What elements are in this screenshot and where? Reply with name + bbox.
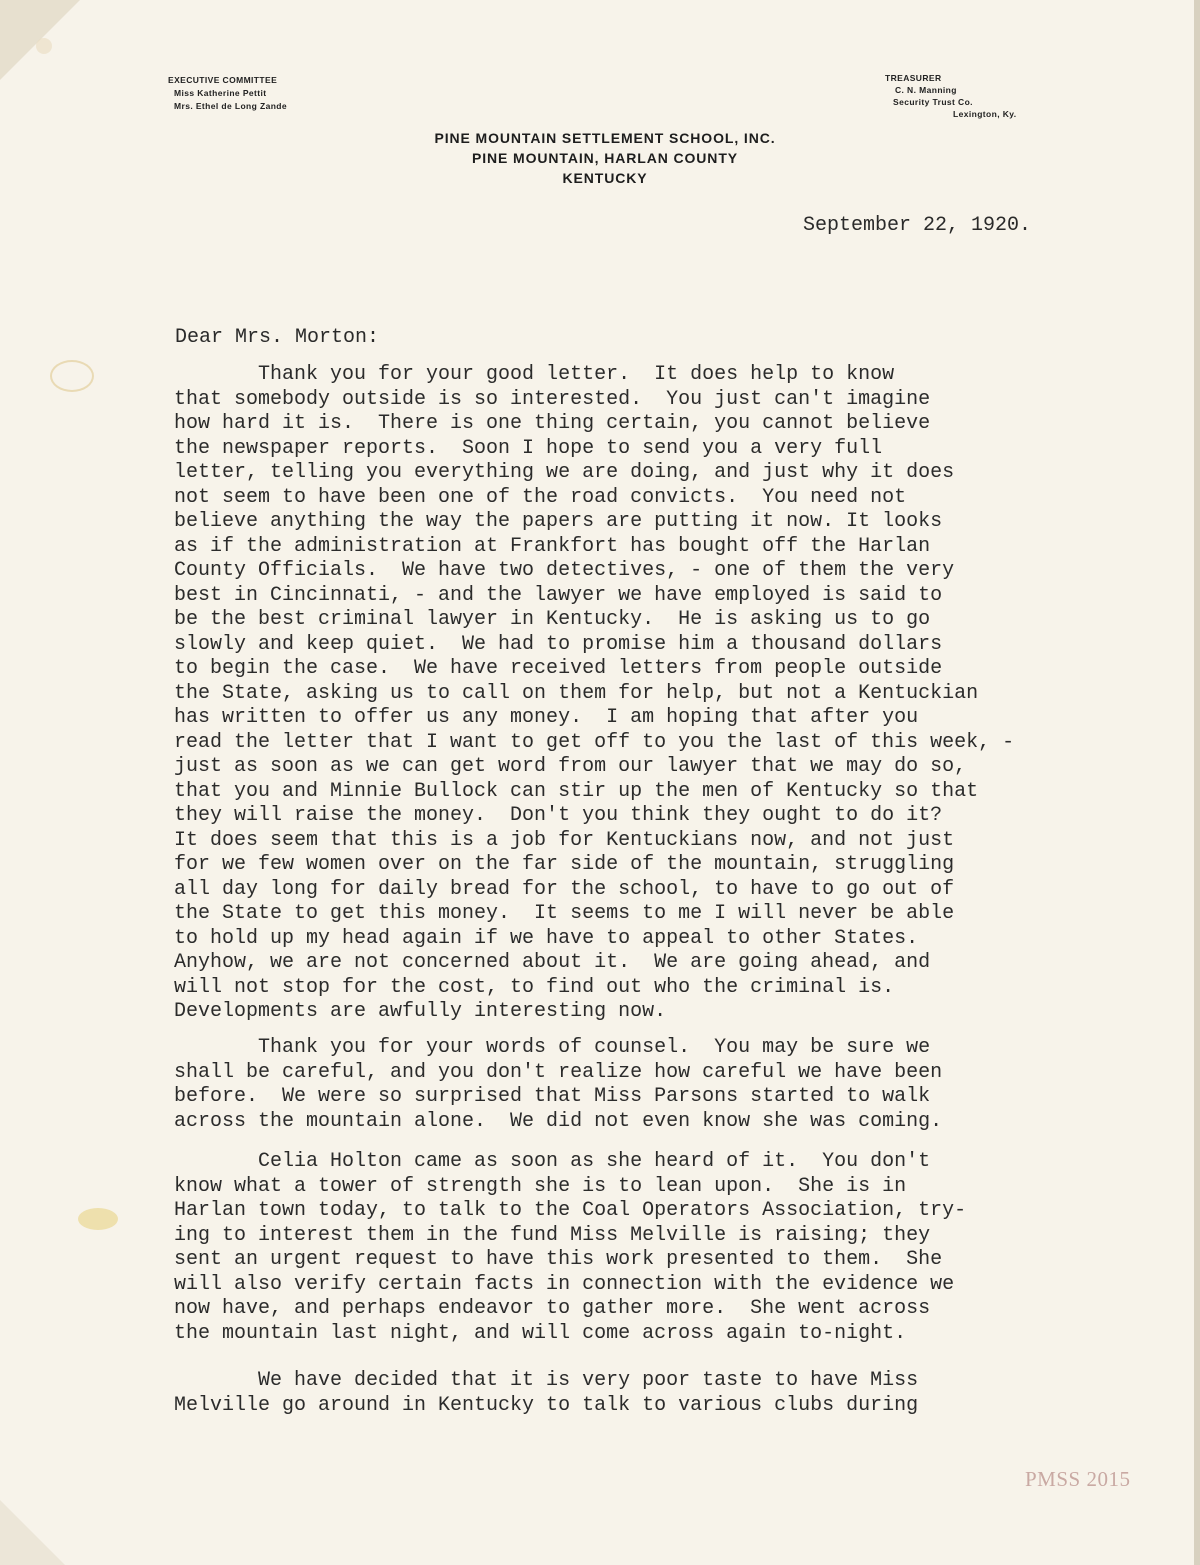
text-line: read the letter that I want to get off to you the last of this week, - xyxy=(174,730,1015,754)
body-paragraph xyxy=(174,1036,1164,1134)
stain-mark xyxy=(78,1208,118,1230)
stain-mark xyxy=(50,360,94,392)
text-line: Developments are awfully interesting now. xyxy=(174,1000,667,1023)
treasurer-block xyxy=(885,72,1017,120)
body-paragraph xyxy=(174,363,1164,1025)
text-line: not seem to have been one of the road convicts. You need not xyxy=(174,485,907,509)
text-line: best in Cincinnati, - and the lawyer we have employed is said to xyxy=(174,583,943,607)
school-line: PINE MOUNTAIN, HARLAN COUNTY xyxy=(471,150,739,166)
text-line: letter, telling you everything we are doing, and just why it does xyxy=(174,461,955,484)
text-line: be the best criminal lawyer in Kentucky. He is asking us to go xyxy=(174,608,931,631)
text-line: to hold up my head again if we have to appeal to other States. xyxy=(174,926,919,950)
text-line: they will raise the money. Don't you think they ought to do it? xyxy=(174,804,943,827)
text-line: County Officials. We have two detectives, - one of them the very xyxy=(174,559,955,582)
archive-stamp: PMSS 2015 xyxy=(1025,1467,1131,1491)
text-line: the State, asking us to call on them for help, but not a Kentuckian xyxy=(174,681,979,705)
committee-member: Miss Katherine Pettit xyxy=(174,88,267,98)
treasurer-title: TREASURER xyxy=(885,73,942,83)
text-line: Anyhow, we are not concerned about it. We are going ahead, and xyxy=(174,951,931,974)
committee-member: Mrs. Ethel de Long Zande xyxy=(174,101,288,111)
text-line: Harlan town today, to talk to the Coal Operators Association, try- xyxy=(174,1199,967,1222)
text-line: know what a tower of strength she is to lean upon. She is in xyxy=(174,1174,907,1198)
text-line: that you and Minnie Bullock can stir up the men of Kentucky so that xyxy=(174,779,979,803)
text-line: to begin the case. We have received letters from people outside xyxy=(174,657,943,680)
text-line: has written to offer us any money. I am hoping that after you xyxy=(174,706,919,729)
text-line: Thank you for your words of counsel. You may be sure we xyxy=(174,1036,931,1059)
body-paragraph xyxy=(174,1150,1164,1346)
text-line: will also verify certain facts in connection with the evidence we xyxy=(174,1272,955,1296)
text-line: sent an urgent request to have this work presented to them. She xyxy=(174,1248,943,1271)
text-line: all day long for daily bread for the school, to have to go out of xyxy=(174,877,955,901)
text-line: the mountain last night, and will come across again to-night. xyxy=(174,1321,907,1345)
text-line: for we few women over on the far side of the mountain, struggling xyxy=(174,853,955,876)
text-line: Melville go around in Kentucky to talk to various clubs during xyxy=(174,1393,919,1417)
school-line: PINE MOUNTAIN SETTLEMENT SCHOOL, INC. xyxy=(434,130,776,146)
text-line: Celia Holton came as soon as she heard of it. You don't xyxy=(174,1150,931,1173)
salutation: Dear Mrs. Morton: xyxy=(175,326,380,349)
text-line: We have decided that it is very poor taste to have Miss xyxy=(174,1369,919,1392)
treasurer-line: Lexington, Ky. xyxy=(953,109,1017,119)
text-line: ing to interest them in the fund Miss Melville is raising; they xyxy=(174,1223,931,1247)
text-line: It does seem that this is a job for Kentuckians now, and not just xyxy=(174,828,955,852)
page-edge xyxy=(1194,0,1200,1565)
text-line: slowly and keep quiet. We had to promise him a thousand dollars xyxy=(174,632,943,656)
text-line: how hard it is. There is one thing certain, you cannot believe xyxy=(174,412,931,435)
text-line: believe anything the way the papers are putting it now. It looks xyxy=(174,510,943,533)
folded-corner-bottom-left xyxy=(0,1500,65,1565)
letter-date: September 22, 1920. xyxy=(803,214,1032,237)
text-line: as if the administration at Frankfort has bought off the Harlan xyxy=(174,534,931,558)
stain-mark xyxy=(36,38,52,54)
text-line: will not stop for the cost, to find out who the criminal is. xyxy=(174,975,895,999)
text-line: shall be careful, and you don't realize how careful we have been xyxy=(174,1060,943,1084)
school-name-block xyxy=(370,128,840,188)
text-line: that somebody outside is so interested. You just can't imagine xyxy=(174,387,931,411)
text-line: the newspaper reports. Soon I hope to send you a very full xyxy=(174,436,883,460)
text-line: across the mountain alone. We did not even know she was coming. xyxy=(174,1109,943,1133)
treasurer-line: Security Trust Co. xyxy=(893,97,973,107)
committee-title: EXECUTIVE COMMITTEE xyxy=(168,75,278,85)
text-line: the State to get this money. It seems to me I will never be able xyxy=(174,902,955,925)
school-line: KENTUCKY xyxy=(562,170,648,186)
text-line: just as soon as we can get word from our lawyer that we may do so, xyxy=(174,755,967,778)
text-line: before. We were so surprised that Miss Parsons started to walk xyxy=(174,1085,931,1108)
text-line: now have, and perhaps endeavor to gather more. She went across xyxy=(174,1297,931,1320)
executive-committee-block xyxy=(168,74,287,113)
text-line: Thank you for your good letter. It does help to know xyxy=(174,363,895,386)
body-paragraph xyxy=(174,1369,1164,1418)
treasurer-line: C. N. Manning xyxy=(895,85,957,95)
